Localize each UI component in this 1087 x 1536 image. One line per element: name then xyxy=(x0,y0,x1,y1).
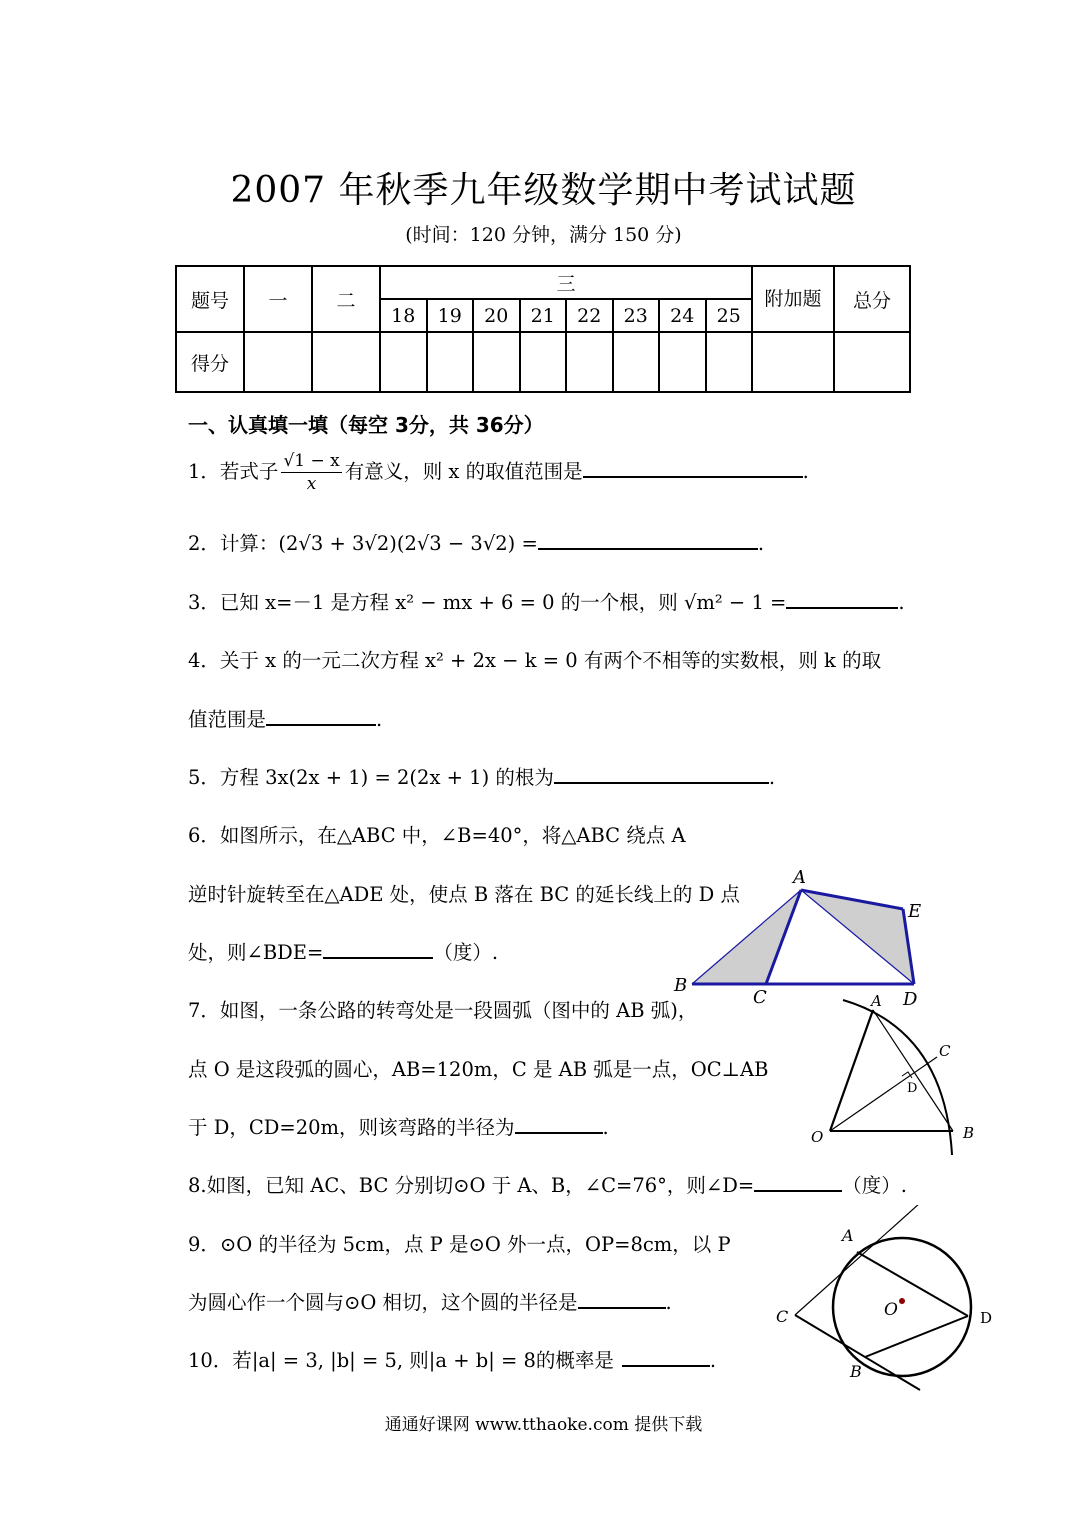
page-title: 2007 年秋季九年级数学期中考试试题 xyxy=(230,170,857,211)
score-cell[interactable] xyxy=(473,332,520,392)
col-section-2: 二 xyxy=(312,266,380,332)
answer-blank[interactable] xyxy=(622,1347,710,1367)
segment-ad xyxy=(857,1252,968,1316)
label-e: E xyxy=(908,901,922,922)
answer-blank[interactable] xyxy=(515,1114,603,1134)
row-label-score: 得分 xyxy=(176,332,244,392)
section-heading: 一、认真填一填（每空 3分，共 36分） xyxy=(188,413,544,437)
fraction: $\frac{√1 - x}{x}$ xyxy=(283,451,340,494)
label-a: A xyxy=(842,1226,854,1245)
sub-col-22: 22 xyxy=(566,299,613,332)
question-9: 9．⊙O 的半径为 5cm，点 P 是⊙O 外一点，OP=8cm，以 P xyxy=(188,1233,731,1256)
page-footer: 通通好课网 www.tthaoke.com 提供下载 xyxy=(384,1415,703,1435)
col-total: 总分 xyxy=(834,266,910,332)
question-7-line3: 于 D，CD=20m，则该弯路的半径为 . xyxy=(188,1116,609,1139)
answer-blank[interactable] xyxy=(538,530,758,550)
question-6-line3: 处，则∠BDE= （度）. xyxy=(188,941,499,964)
figure-q7-road-arc xyxy=(805,990,990,1165)
question-3: 3．已知 x=－1 是方程 x² − mx + 6 = 0 的一个根，则 √m² − 1 = . xyxy=(188,591,905,614)
label-o: O xyxy=(884,1300,898,1320)
segment-oc xyxy=(830,1057,937,1131)
sub-col-20: 20 xyxy=(473,299,520,332)
segment-ab-chord xyxy=(873,1010,953,1131)
label-c: C xyxy=(753,987,767,1008)
question-4-cont: 值范围是 . xyxy=(188,708,383,731)
question-7-line2: 点 O 是这段弧的圆心，AB=120m，C 是 AB 弧是一点，OC⊥AB xyxy=(188,1058,769,1081)
segment-bd xyxy=(865,1316,968,1357)
score-cell[interactable] xyxy=(752,332,834,392)
label-o: O xyxy=(811,1128,824,1146)
question-10: 10．若|a| = 3, |b| = 5, 则|a + b| = 8的概率是 . xyxy=(188,1349,717,1372)
question-6-line2: 逆时针旋转至在△ADE 处，使点 B 落在 BC 的延长线上的 D 点 xyxy=(188,883,740,906)
answer-blank[interactable] xyxy=(554,764,769,784)
question-8: 8.如图，已知 AC、BC 分别切⊙O 于 A、B，∠C=76°，则∠D= （度）. xyxy=(188,1174,907,1197)
score-cell[interactable] xyxy=(312,332,380,392)
label-a: A xyxy=(871,992,882,1010)
label-c: C xyxy=(939,1042,951,1060)
score-cell[interactable] xyxy=(613,332,660,392)
score-cell[interactable] xyxy=(566,332,613,392)
center-point xyxy=(899,1298,905,1304)
sub-col-23: 23 xyxy=(613,299,660,332)
question-6: 6．如图所示，在△ABC 中，∠B=40°，将△ABC 绕点 A xyxy=(188,824,686,847)
label-b: B xyxy=(963,1124,975,1142)
label-b: B xyxy=(674,975,688,996)
sub-col-18: 18 xyxy=(380,299,427,332)
label-a: A xyxy=(793,867,806,888)
sub-col-19: 19 xyxy=(427,299,474,332)
label-d: D xyxy=(903,989,918,1010)
label-d: D xyxy=(907,1081,918,1096)
answer-blank[interactable] xyxy=(583,458,803,478)
answer-blank[interactable] xyxy=(266,706,376,726)
label-c: C xyxy=(776,1307,789,1326)
answer-blank[interactable] xyxy=(578,1289,666,1309)
circle-o xyxy=(833,1238,971,1376)
exam-time-info: (时间：120 分钟，满分 150 分) xyxy=(405,224,682,246)
sub-col-24: 24 xyxy=(659,299,706,332)
question-4: 4．关于 x 的一元二次方程 x² + 2x − k = 0 有两个不相等的实数根，则 k 的取 xyxy=(188,649,882,672)
answer-blank[interactable] xyxy=(786,589,898,609)
score-cell[interactable] xyxy=(244,332,312,392)
figure-q8-tangents xyxy=(770,1205,1005,1395)
row-label-question-number: 题号 xyxy=(176,266,244,332)
label-b: B xyxy=(850,1362,862,1381)
segment-oa xyxy=(830,1010,873,1131)
label-d: D xyxy=(980,1309,993,1327)
score-cell[interactable] xyxy=(659,332,706,392)
question-5: 5．方程 3x(2x + 1) = 2(2x + 1) 的根为 . xyxy=(188,766,776,789)
sub-col-21: 21 xyxy=(520,299,567,332)
answer-blank[interactable] xyxy=(323,939,433,959)
score-cell[interactable] xyxy=(520,332,567,392)
question-7: 7．如图，一条公路的转弯处是一段圆弧（图中的 AB 弧)， xyxy=(188,999,698,1022)
score-cell[interactable] xyxy=(427,332,474,392)
question-1: 1．若式子 $\frac{√1 - x}{x}$ 有意义，则 x 的取值范围是 . xyxy=(188,451,809,494)
col-section-3: 三 xyxy=(380,266,752,299)
col-extra: 附加题 xyxy=(752,266,834,332)
score-cell[interactable] xyxy=(380,332,427,392)
score-cell[interactable] xyxy=(706,332,753,392)
answer-blank[interactable] xyxy=(754,1172,842,1192)
question-2: 2．计算：(2√3 + 3√2)(2√3 − 3√2) = . xyxy=(188,532,765,555)
score-cell[interactable] xyxy=(834,332,910,392)
sub-col-25: 25 xyxy=(706,299,753,332)
col-section-1: 一 xyxy=(244,266,312,332)
question-9-line2: 为圆心作一个圆与⊙O 相切，这个圆的半径是 . xyxy=(188,1291,672,1314)
question-number: 1． xyxy=(188,460,220,483)
score-table xyxy=(175,265,911,393)
